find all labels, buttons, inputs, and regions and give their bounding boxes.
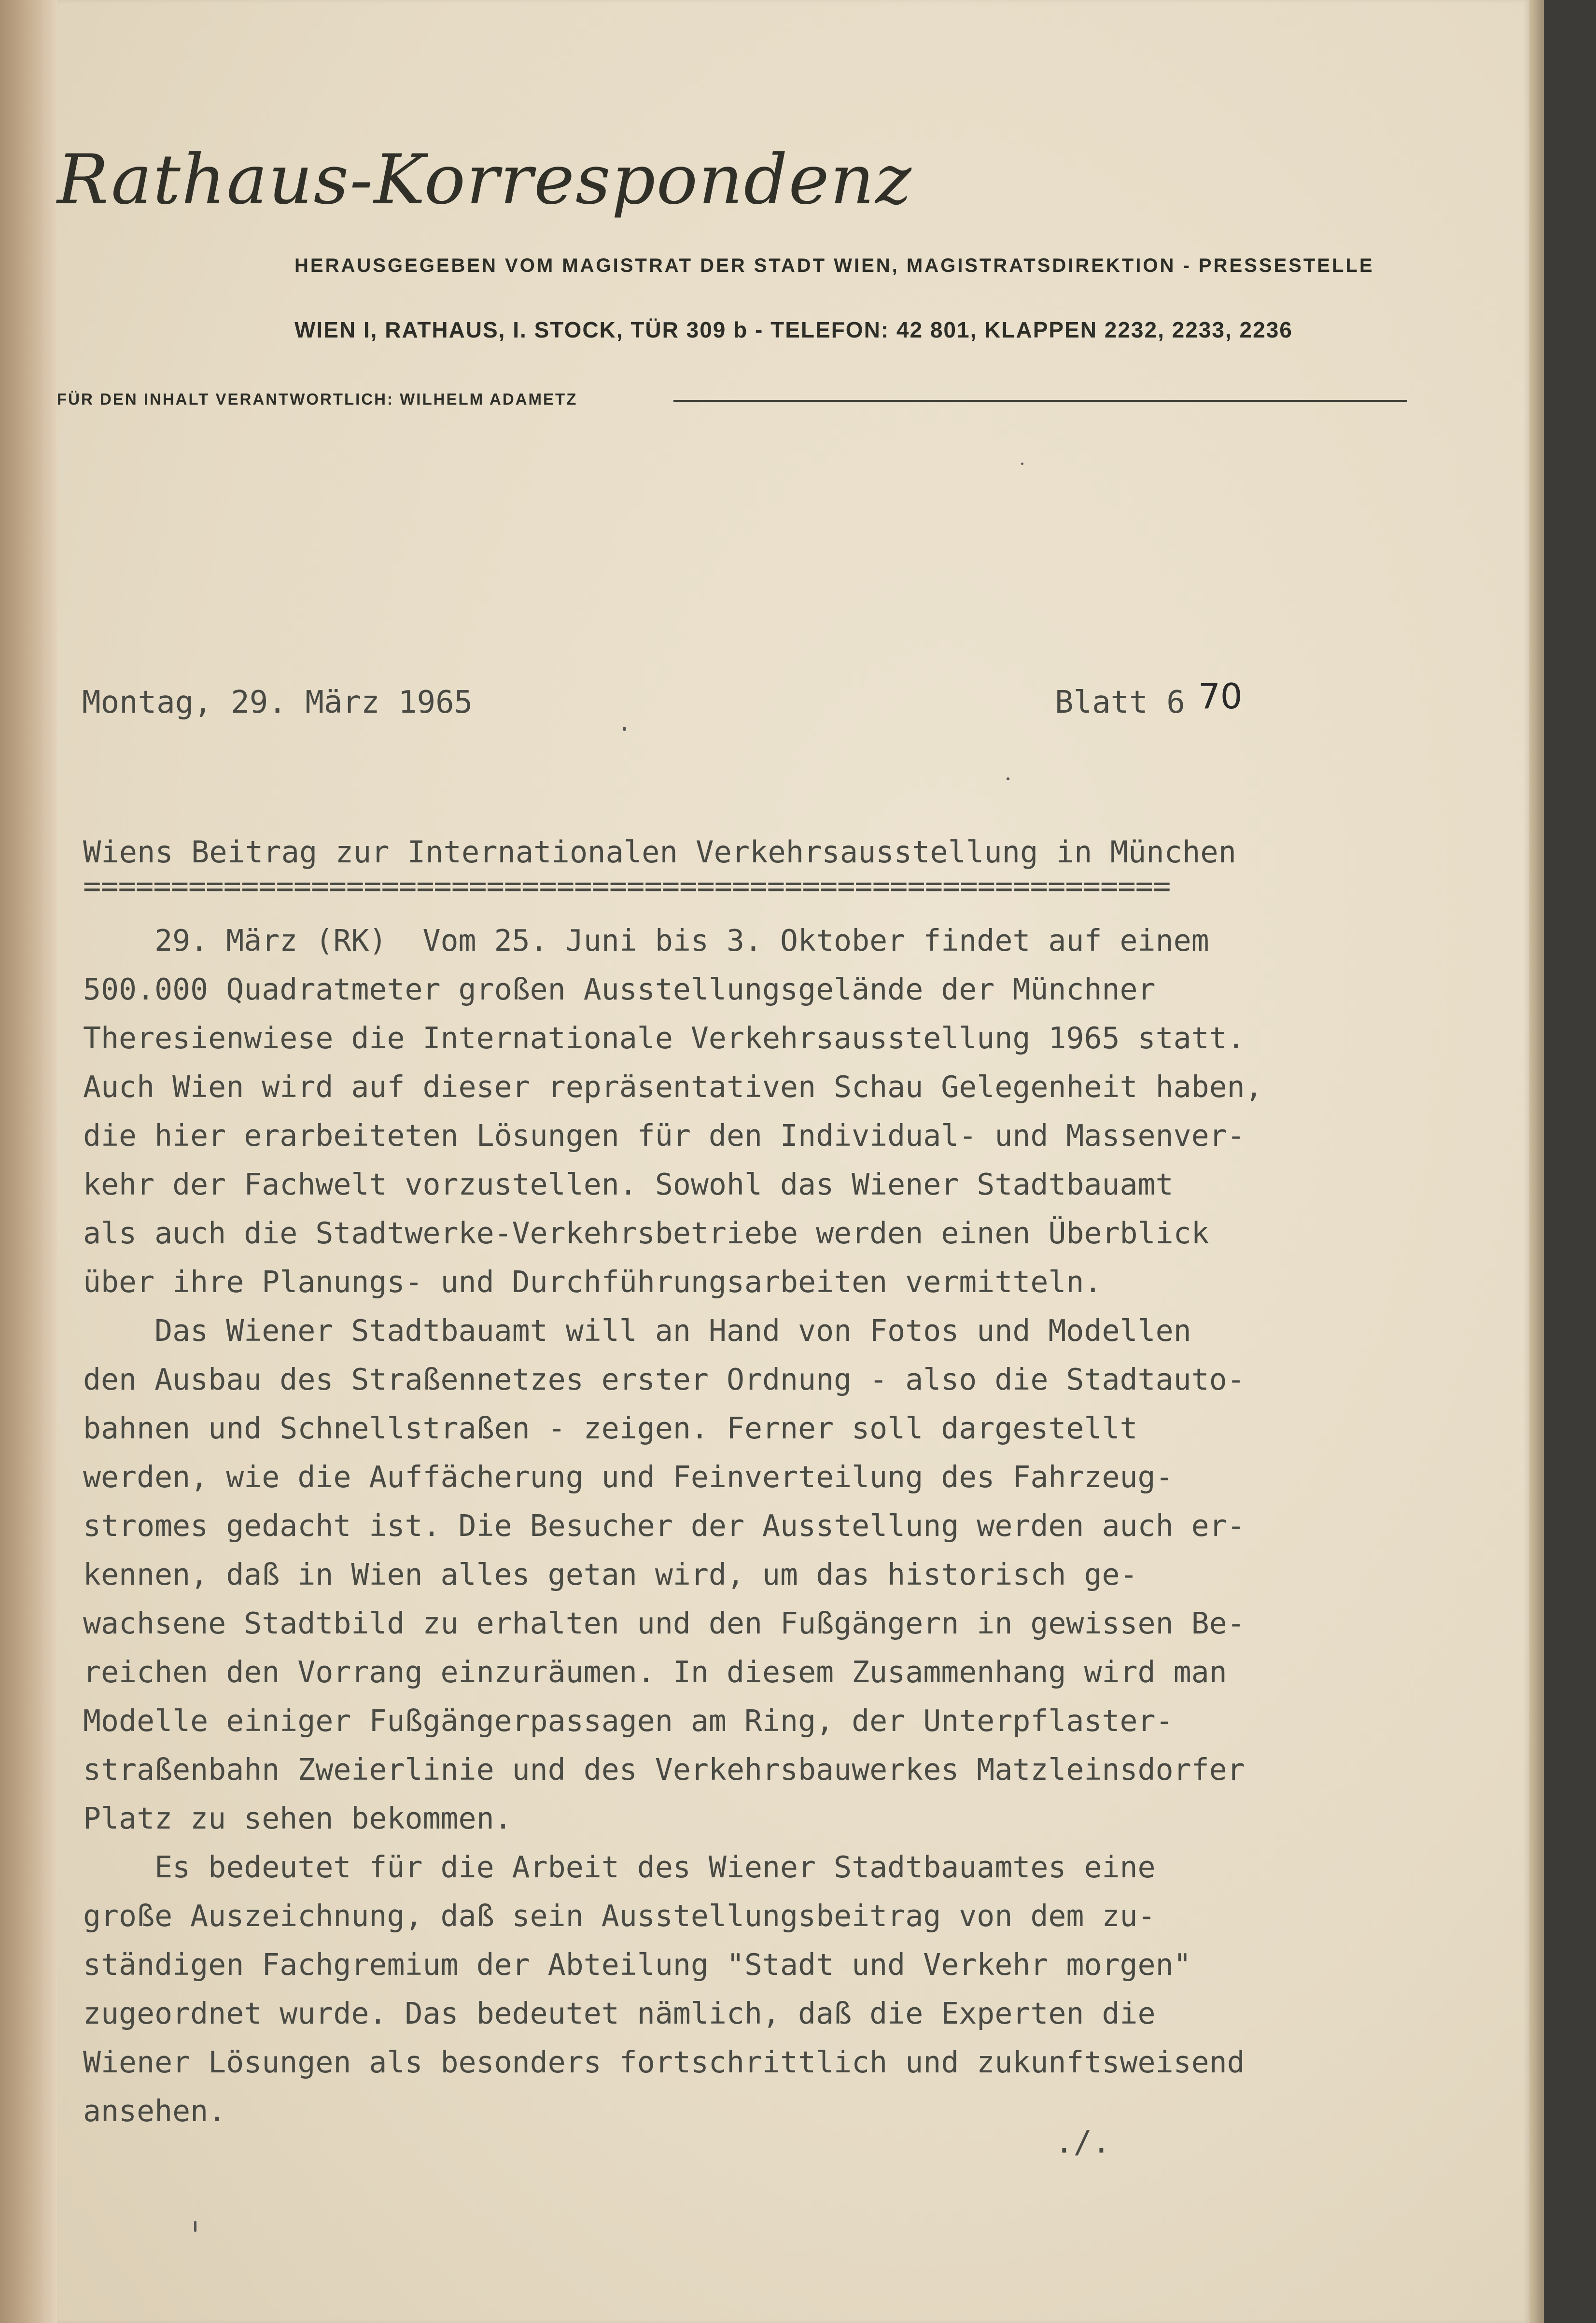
article-body <box>83 916 1435 2136</box>
body-line: große Auszeichnung, daß sein Ausstellungsbeitrag von dem zu- <box>83 1899 1156 1933</box>
sheet-number-handwritten: 70 <box>1198 676 1243 717</box>
body-line: Auch Wien wird auf dieser repräsentativen Schau Gelegenheit haben, <box>83 1070 1263 1104</box>
body-line: Modelle einiger Fußgängerpassagen am Ring, der Unterpflaster- <box>83 1704 1174 1738</box>
body-line: als auch die Stadtwerke-Verkehrsbetriebe werden einen Überblick <box>83 1216 1209 1251</box>
body-line: wachsene Stadtbild zu erhalten und den Fußgängern in gewissen Be- <box>83 1606 1245 1641</box>
paper-speck <box>194 2221 196 2232</box>
paper-speck <box>623 727 626 731</box>
masthead-logo: Rathaus-Korrespondenz <box>57 140 912 220</box>
page-edge <box>1529 0 1544 2323</box>
body-line: 29. März (RK) Vom 25. Juni bis 3. Oktober findet auf einem <box>83 923 1209 958</box>
body-line: Das Wiener Stadtbauamt will an Hand von Fotos und Modellen <box>83 1313 1191 1348</box>
body-line: reichen den Vorrang einzuräumen. In diesem Zusammenhang wird man <box>83 1655 1227 1689</box>
masthead-responsible: FÜR DEN INHALT VERANTWORTLICH: WILHELM ADAMETZ <box>57 390 578 408</box>
paper-speck <box>1021 463 1023 465</box>
headline-underline: ============================================================== <box>83 868 1171 903</box>
paper-speck <box>1007 777 1009 780</box>
masthead-address: WIEN I, RATHAUS, I. STOCK, TÜR 309 b - TELEFON: 42 801, KLAPPEN 2232, 2233, 2236 <box>294 317 1293 342</box>
body-line: ansehen. <box>83 2094 226 2128</box>
body-line: zugeordnet wurde. Das bedeutet nämlich, daß die Experten die <box>83 1996 1156 2031</box>
masthead-publisher: HERAUSGEGEBEN VOM MAGISTRAT DER STADT WIEN, MAGISTRATSDIREKTION - PRESSESTELLE <box>294 255 1374 276</box>
body-line: die hier erarbeiteten Lösungen für den Individual- und Massenver- <box>83 1118 1245 1153</box>
masthead-rule <box>673 400 1407 402</box>
body-line: werden, wie die Auffächerung und Feinverteilung des Fahrzeug- <box>83 1460 1174 1494</box>
body-line: straßenbahn Zweierlinie und des Verkehrsbauwerkes Matzleinsdorfer <box>83 1752 1245 1787</box>
sheet-label: Blatt 6 <box>1055 685 1185 720</box>
body-line: stromes gedacht ist. Die Besucher der Ausstellung werden auch er- <box>83 1508 1245 1543</box>
body-line: über ihre Planungs- und Durchführungsarbeiten vermitteln. <box>83 1265 1102 1299</box>
body-line: kennen, daß in Wien alles getan wird, um das historisch ge- <box>83 1557 1138 1592</box>
body-line: Platz zu sehen bekommen. <box>83 1801 512 1836</box>
body-line: bahnen und Schnellstraßen - zeigen. Ferner soll dargestellt <box>83 1411 1138 1446</box>
scan-background <box>1544 0 1596 2323</box>
body-line: kehr der Fachwelt vorzustellen. Sowohl das Wiener Stadtbauamt <box>83 1167 1174 1202</box>
body-line: Wiener Lösungen als besonders fortschrittlich und zukunftsweisend <box>83 2045 1245 2080</box>
dateline: Montag, 29. März 1965 <box>82 685 473 720</box>
body-line: ständigen Fachgremium der Abteilung "Stadt und Verkehr morgen" <box>83 1947 1191 1982</box>
body-line: den Ausbau des Straßennetzes erster Ordnung - also die Stadtauto- <box>83 1362 1245 1397</box>
body-line: 500.000 Quadratmeter großen Ausstellungsgelände der Münchner <box>83 972 1156 1007</box>
body-line: Es bedeutet für die Arbeit des Wiener Stadtbauamtes eine <box>83 1850 1156 1885</box>
continuation-mark: ./. <box>1055 2125 1111 2160</box>
body-line: Theresienwiese die Internationale Verkehrsausstellung 1965 statt. <box>83 1021 1245 1056</box>
binding-gutter <box>0 0 57 2323</box>
article-headline: Wiens Beitrag zur Internationalen Verkehrsausstellung in München <box>83 834 1236 870</box>
